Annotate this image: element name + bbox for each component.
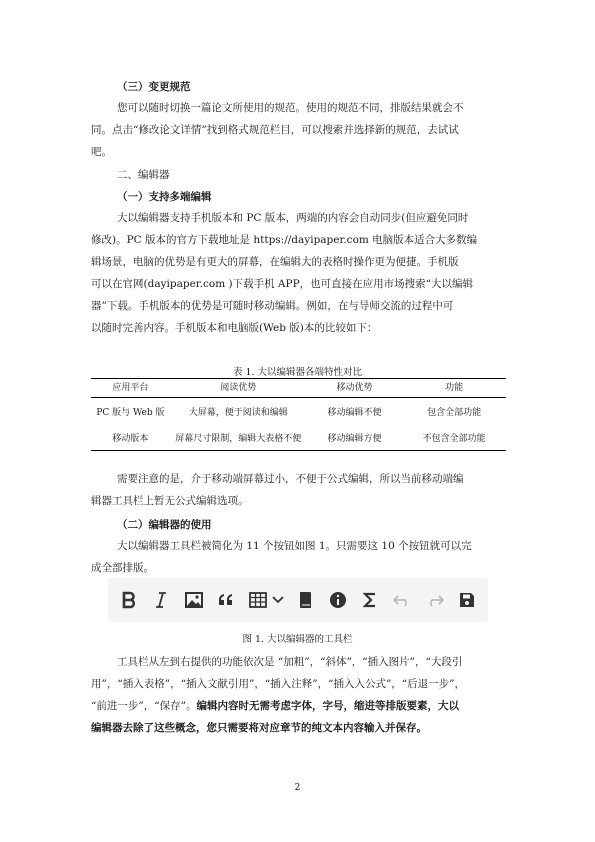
text-line: 需要注意的是，介于移动端屏幕过小，不便于公式编辑，所以当前移动端编: [117, 473, 464, 485]
text-line: 吧。: [91, 146, 112, 158]
subsection-heading-multi-device: （一）支持多端编辑: [117, 191, 212, 203]
text-line: 器”下载。手机版本的优势是可随时移动编辑。例如，在与导师交流的过程中可: [91, 300, 454, 312]
table-header-cell: 移动优势: [307, 379, 402, 398]
paragraph-toolbar-functions: [91, 651, 506, 739]
bold-text-line: 编辑器去除了这些概念，您只需要将对应章节的纯文本内容输入并保存。: [91, 722, 427, 734]
paragraph-note: [91, 468, 506, 512]
text-line: 辑器工具栏上暂无公式编辑选项。: [91, 495, 249, 507]
table-icon: [247, 588, 269, 612]
table-header-cell: 应用平台: [91, 379, 170, 398]
text-line: 工具栏从左到右提供的功能依次是 “加粗”，“斜体”，“插入图片”，“大段引: [117, 656, 463, 668]
section-heading-change-spec: （三）变更规范: [117, 81, 191, 93]
text-line: [91, 695, 506, 717]
text-line: 修改)。PC 版本的官方下载地址是 https://dayipaper.com 电脑版本适合大多数编: [91, 234, 478, 246]
table-cell: PC 版与 Web 版: [96, 407, 165, 418]
table-cell: 移动编辑方便: [307, 428, 402, 451]
text-line: 您可以随时切换一篇论文所使用的规范。使用的规范不同，排版结果就会不: [117, 102, 464, 114]
paragraph-change-spec: [91, 97, 506, 163]
image-icon: [183, 588, 205, 612]
text-line: 用”，“插入表格”，“插入文献引用”，“插入注释”，“插入入公式”，“后退一步”，: [91, 678, 466, 690]
table-cell: 屏幕尺寸限制，编辑大表格不便: [170, 428, 307, 451]
text-span: “前进一步”，“保存”。: [91, 700, 197, 712]
table-header-cell: 阅读优势: [170, 379, 307, 398]
undo-icon: [391, 588, 413, 612]
table-cell: 不包含全部功能: [402, 428, 506, 451]
paragraph-usage: [91, 535, 506, 579]
save-icon: [456, 588, 478, 612]
italic-icon: [150, 588, 172, 612]
quote-icon: [215, 588, 237, 612]
section-heading-editor: 二、编辑器: [117, 169, 170, 181]
paragraph-multi-device: [91, 207, 506, 339]
text-line: 大以编辑器工具栏被简化为 11 个按钮如图 1。只需要这 10 个按钮就可以完: [117, 540, 472, 552]
redo-icon: [423, 588, 445, 612]
editor-toolbar-figure: [108, 578, 488, 622]
text-line: 成全部排版。: [91, 562, 154, 574]
chevron-down-icon: [271, 588, 284, 612]
bold-icon: [118, 588, 140, 612]
figure-caption: 图 1. 大以编辑器的工具栏: [242, 634, 353, 645]
sigma-icon: [359, 588, 381, 612]
text-line: 辑场景，电脑的优势是有更大的屏幕，在编辑大的表格时操作更为便捷。手机版: [91, 256, 459, 268]
book-icon: [294, 588, 316, 612]
table-header-cell: 功能: [402, 379, 506, 398]
text-line: 大以编辑器支持手机版本和 PC 版本，两端的内容会自动同步(但应避免同时: [117, 212, 469, 224]
table-cell: 大屏幕，便于阅读和编辑: [188, 407, 288, 418]
subsection-heading-usage: （二）编辑器的使用: [117, 519, 212, 531]
bold-text: 编辑内容时无需考虑字体，字号，缩进等排版要素，大以: [196, 700, 459, 712]
page-number: 2: [294, 783, 301, 793]
table-cell: 移动版本: [91, 428, 170, 451]
table-cell: 移动编辑不便: [327, 407, 382, 418]
text-line: 同。点击“修改论文详情”找到格式规范栏目，可以搜索并选择新的规范，去试试: [91, 124, 459, 136]
table-cell: 包含全部功能: [427, 407, 482, 418]
text-line: 可以在官网(dayipaper.com )下载手机 APP，也可直接在应用市场搜索“大以编辑: [91, 278, 473, 290]
text-line: 以随时完善内容。手机版本和电脑版(Web 版)本的比较如下：: [91, 322, 378, 334]
table-caption: 表 1. 大以编辑器各端特性对比: [232, 367, 363, 378]
info-icon: [327, 588, 349, 612]
